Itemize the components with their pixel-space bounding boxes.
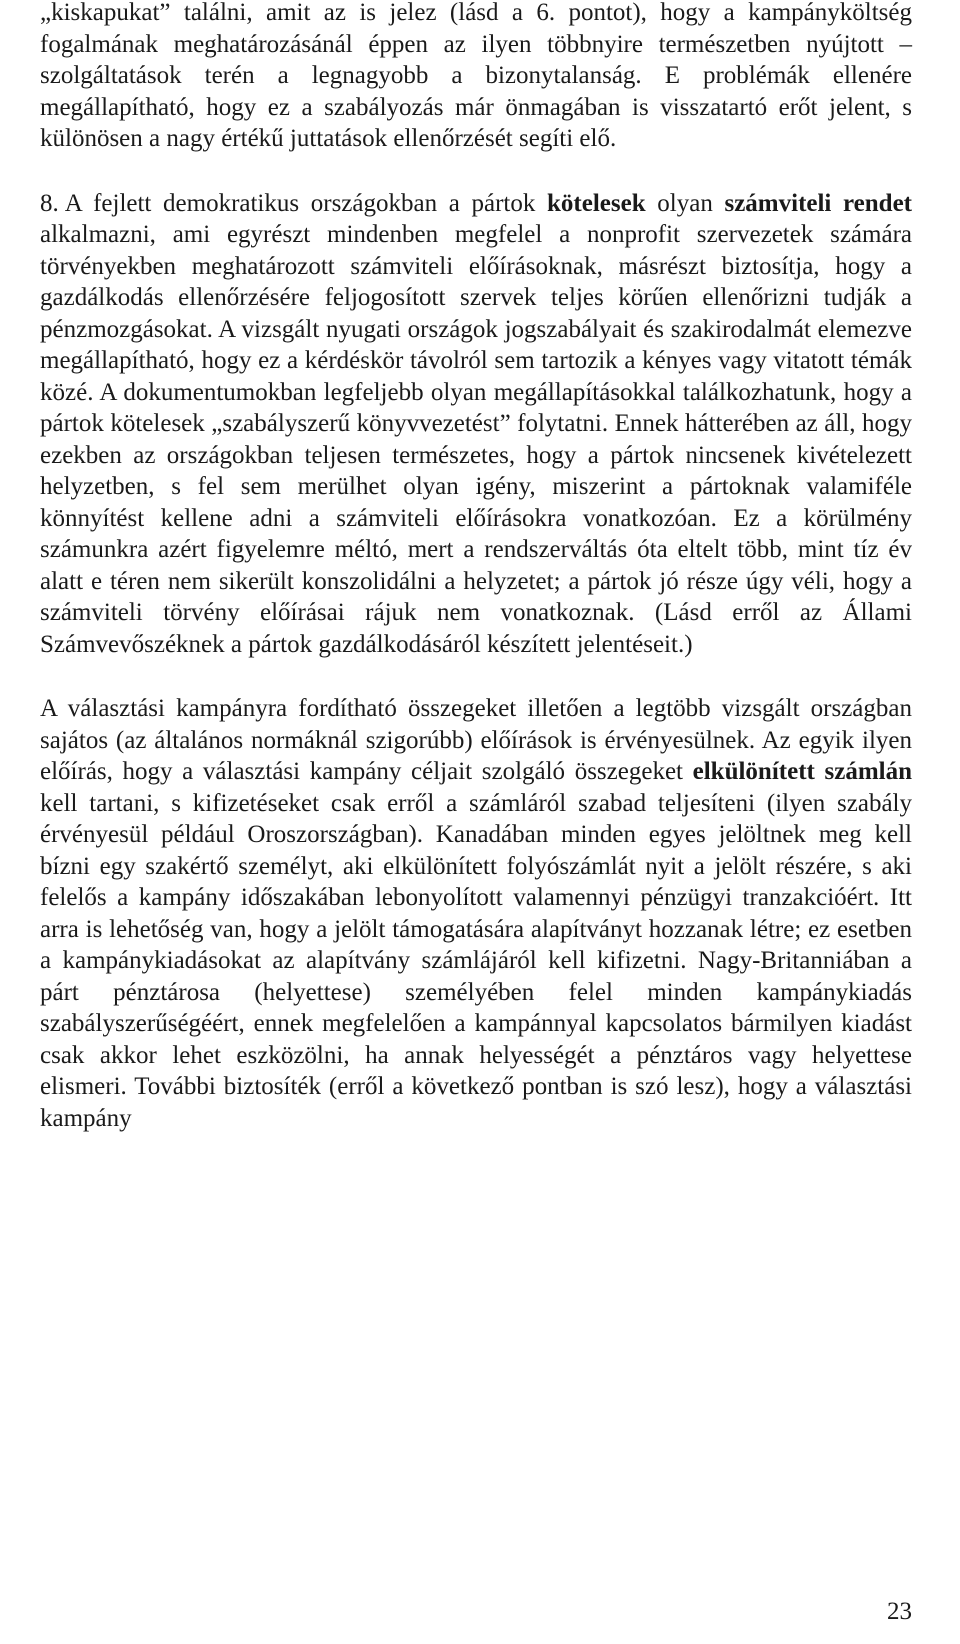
paragraph-8-text-1: A fejlett demokratikus országokban a pártok: [64, 189, 548, 217]
bold-term-kotelesek: kötelesek: [547, 189, 646, 217]
paragraph-8-text-2: olyan: [645, 189, 725, 217]
page-number: 23: [887, 1598, 912, 1625]
paragraph-8: [40, 188, 912, 661]
document-page: [40, 0, 912, 1134]
paragraph-campaign-text-2: kell tartani, s kifizetéseket csak erről a számláról szabad teljesíteni (ilyen szabály érvényesül például Oroszországban). Kanadában minden egyes jelöltnek meg kell bízni egy szakértő személyt, aki elkülönített folyószámlát nyit a jelölt részére, s aki felelős a kampány időszakában lebonyolított valamennyi pénzügyi tranzakcióért. Itt arra is lehetőség van, hogy a jelölt támogatására alapítványt hozzanak létre; ez esetben a kampánykiadásokat az alapítvány számlájáról kell kifizetni. Nagy-Britanniában a párt pénztárosa (helyettese) személyében felel minden kampánykiadás szabályszerűségéért, ennek megfelelően a kampánnyal kapcsolatos bármilyen kiadást csak akkor lehet eszközölni, ha annak helyességét a pénztáros vagy helyettese elismeri. További biztosíték (erről a következő pontban is szó lesz), hogy a választási kampány: [40, 789, 912, 1132]
paragraph-campaign: [40, 693, 912, 1134]
paragraph-campaign-text-1: A választási kampányra fordítható összegeket illetően a legtöbb vizsgált országban sajátos (az általános normáknál szigorúbb) előírások is érvényesülnek. Az egyik ilyen előírás, hogy a választási kampány céljait szolgáló összegeket: [40, 695, 912, 785]
bold-term-szamviteli-rendet: számviteli rendet: [724, 189, 912, 217]
bold-term-elkulonitett-szamlan: elkülönített számlán: [692, 758, 913, 785]
paragraph-1: „kiskapukat” találni, amit az is jelez (lásd a 6. pontot), hogy a kampányköltség fogalmának meghatározásánál éppen az ilyen többnyire természetben nyújtott – szolgáltatások terén a legnagyobb a bizonytalanság. E problémák ellenére megállapítható, hogy ez a szabályozás már önmagában is visszatartó erőt jelent, s különösen a nagy értékű juttatások ellenőrzését segíti elő.: [40, 0, 912, 152]
paragraph-8-text-3: alkalmazni, ami egyrészt mindenben megfelel a nonprofit szervezetek számára törvényekben meghatározott számviteli előírásoknak, másrészt biztosítja, hogy a gazdálkodás ellenőrzésére feljogosított szervek teljes körűen ellenőrizni tudják a pénzmozgásokat. A vizsgált nyugati országok jogszabályait és szakirodalmát elemezve megállapítható, hogy ez a kérdéskör távolról sem tartozik a kényes vagy vitatott témák közé. A dokumentumokban legfeljebb olyan megállapításokkal találkozhatunk, hogy a pártok kötelesek „szabályszerű könyvvezetést” folytatni. Ennek hátterében az áll, hogy ezekben az országokban teljesen természetes, hogy a pártok nincsenek kivételezett helyzetben, s fel sem merülhet olyan igény, miszerint a pártoknak valamiféle könnyítést kellene adni a számviteli előírásokra vonatkozóan. Ez a körülmény számunkra azért figyelemre méltó, mert a rendszerváltás óta eltelt több, mint tíz év alatt e téren nem sikerült konszolidálni a helyzetet; a pártok jó része úgy véli, hogy a számviteli törvény előírásai rájuk nem vonatkoznak. (Lásd erről az Állami Számvevőszéknek a pártok gazdálkodásáról készített jelentéseit.): [40, 221, 912, 658]
section-number: 8.: [40, 189, 59, 217]
